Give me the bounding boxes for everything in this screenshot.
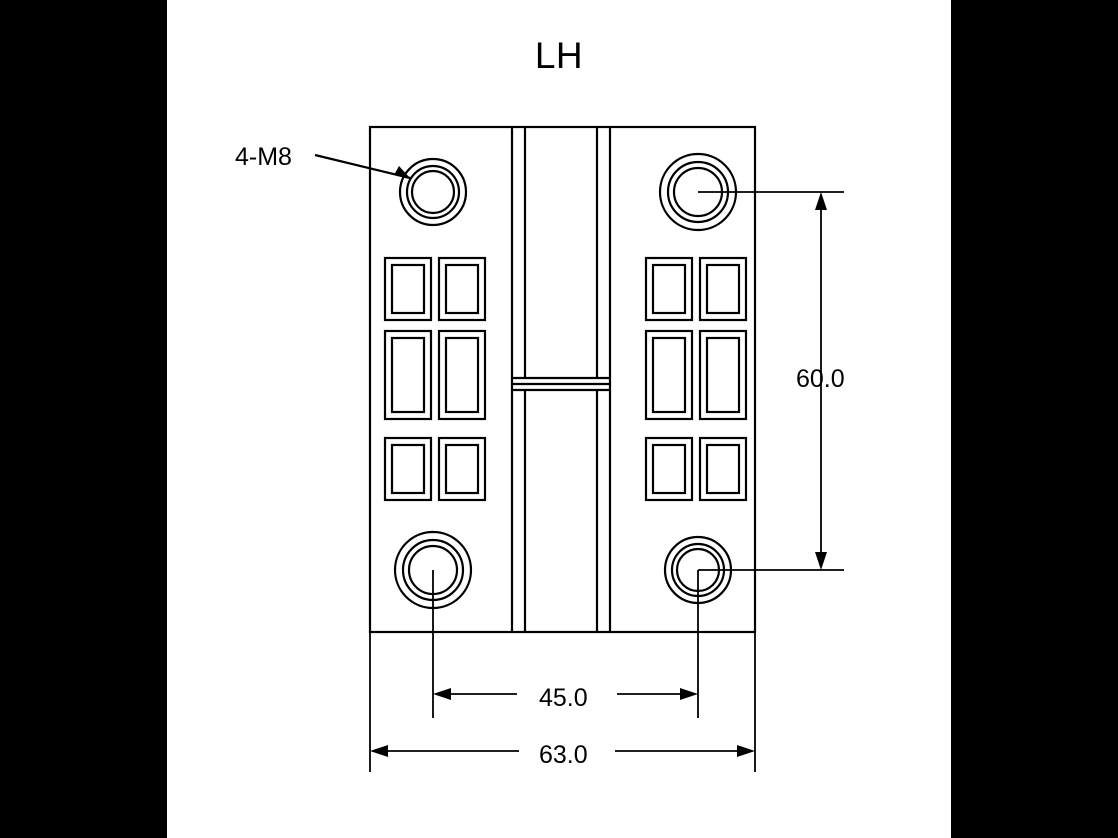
extension-lines-hole-spacing [433,570,698,718]
pocket-grid-left [385,258,485,500]
pocket-grid-right [646,258,746,500]
technical-drawing [167,0,951,838]
bore-upper-left [400,159,466,225]
hole-callout-label: 4-M8 [235,143,292,171]
dimension-line-hole-spacing [433,688,698,700]
dimension-line-width [370,745,755,757]
width-dimension-label: 63.0 [539,741,588,769]
hole-spacing-dimension-label: 45.0 [539,684,588,712]
hinge-body-outline [370,127,755,632]
dimension-line-height [815,192,827,570]
callout-leader-4m8 [315,155,410,178]
extension-lines-height [698,192,844,570]
height-dimension-label: 60.0 [796,365,845,393]
drawing-sheet [167,0,951,838]
page-title: LH [534,35,584,76]
